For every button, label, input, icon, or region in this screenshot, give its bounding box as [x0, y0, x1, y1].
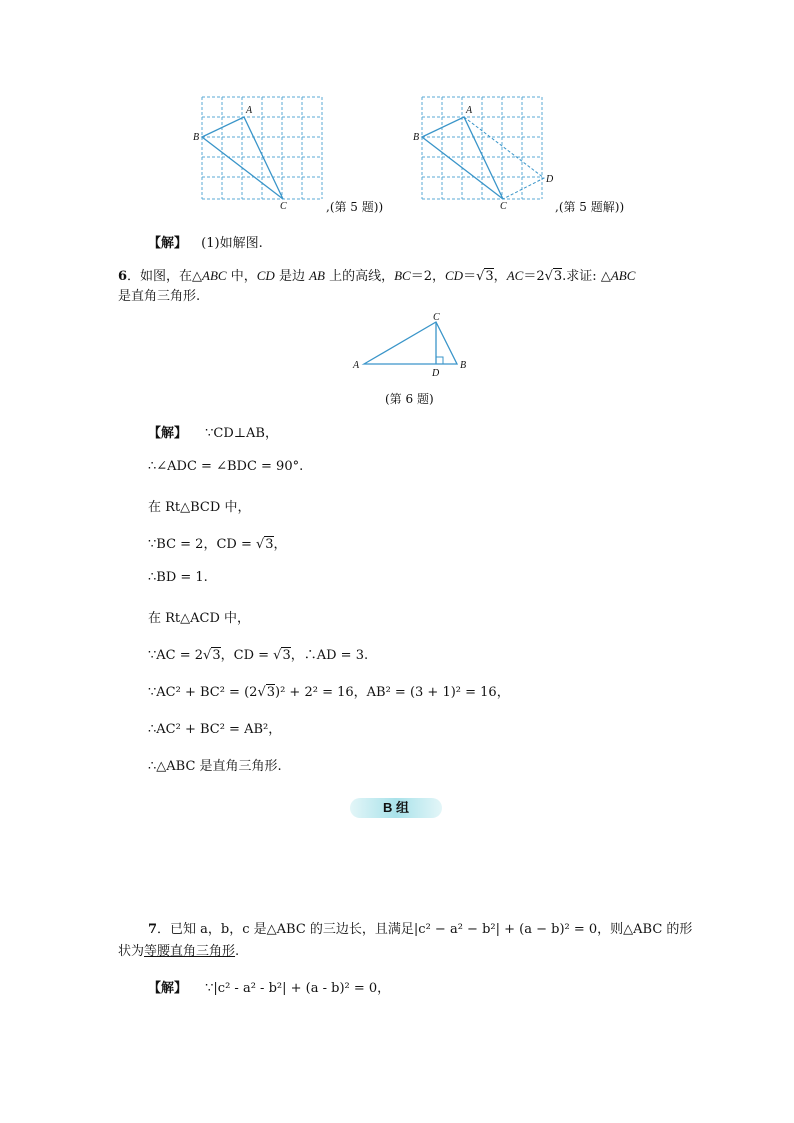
solution-line: 【解】 ∵CD⊥AB，: [148, 426, 278, 441]
group-badge: B 组: [350, 798, 442, 818]
solution-line: ∵BC = 2，CD = √3，: [148, 537, 287, 552]
q6-statement-line2: 是直角三角形.: [118, 289, 201, 304]
solution-line: ∴BD = 1.: [148, 570, 208, 585]
q7-answer: 等腰直角三角形: [144, 944, 236, 959]
figure-caption: (第 6 题): [385, 392, 434, 406]
q7-solution: 【解】 ∵|c² - a² - b²| + (a - b)² = 0，: [148, 981, 391, 996]
solution-line: ∵AC = 2√3，CD = √3，∴AD = 3.: [148, 648, 369, 663]
label-A: A: [246, 105, 253, 116]
q7-statement-line1: 7．已知 a，b，c 是△ABC 的三边长，且满足|c² − a² − b²| + (a − b)² = 0，则△ABC 的形: [148, 922, 693, 937]
label-D: D: [432, 368, 440, 378]
q5-solution: [148, 232, 263, 251]
label-B: B: [413, 132, 420, 143]
solution-line: ∴AC² + BC² = AB²，: [148, 722, 282, 737]
solution-line: 在 Rt△ACD 中，: [148, 611, 251, 626]
solution-line: ∴△ABC 是直角三角形.: [148, 759, 282, 774]
q5-solution-text: (1)如解图.: [201, 236, 263, 251]
label-C: C: [433, 312, 440, 323]
solution-line: ∵AC² + BC² = (2√3)² + 2² = 16，AB² = (3 + 1)² = 16，: [148, 685, 510, 700]
q6-statement-line1: 6．如图，在△ABC 中，CD 是边 AB 上的高线，BC＝2，CD＝√3，AC＝2√3.求证: △ABC: [118, 268, 636, 284]
solution-line: ∴∠ADC = ∠BDC = 90°.: [148, 459, 304, 474]
label-C: C: [500, 201, 507, 210]
solution-tag: 【解】: [148, 236, 188, 251]
figure-caption: ,(第 5 题)): [326, 200, 384, 214]
label-D: D: [546, 174, 554, 185]
q7-statement-line2: 状为等腰直角三角形.: [118, 944, 240, 959]
label-B: B: [193, 132, 200, 143]
figure-q5-solution-grid: [410, 95, 560, 210]
label-B: B: [460, 360, 467, 371]
question-number: 7: [148, 922, 158, 937]
figure-caption: ,(第 5 题解)): [555, 200, 625, 214]
label-A: A: [353, 360, 360, 371]
figure-q5-grid: [190, 95, 330, 210]
label-A: A: [466, 105, 473, 116]
solution-tag: 【解】: [148, 426, 188, 441]
question-number: 6: [118, 269, 128, 284]
solution-line: 在 Rt△BCD 中，: [148, 500, 251, 515]
solution-tag: 【解】: [148, 981, 188, 996]
figure-q6-triangle: [350, 310, 470, 378]
label-C: C: [280, 201, 287, 210]
